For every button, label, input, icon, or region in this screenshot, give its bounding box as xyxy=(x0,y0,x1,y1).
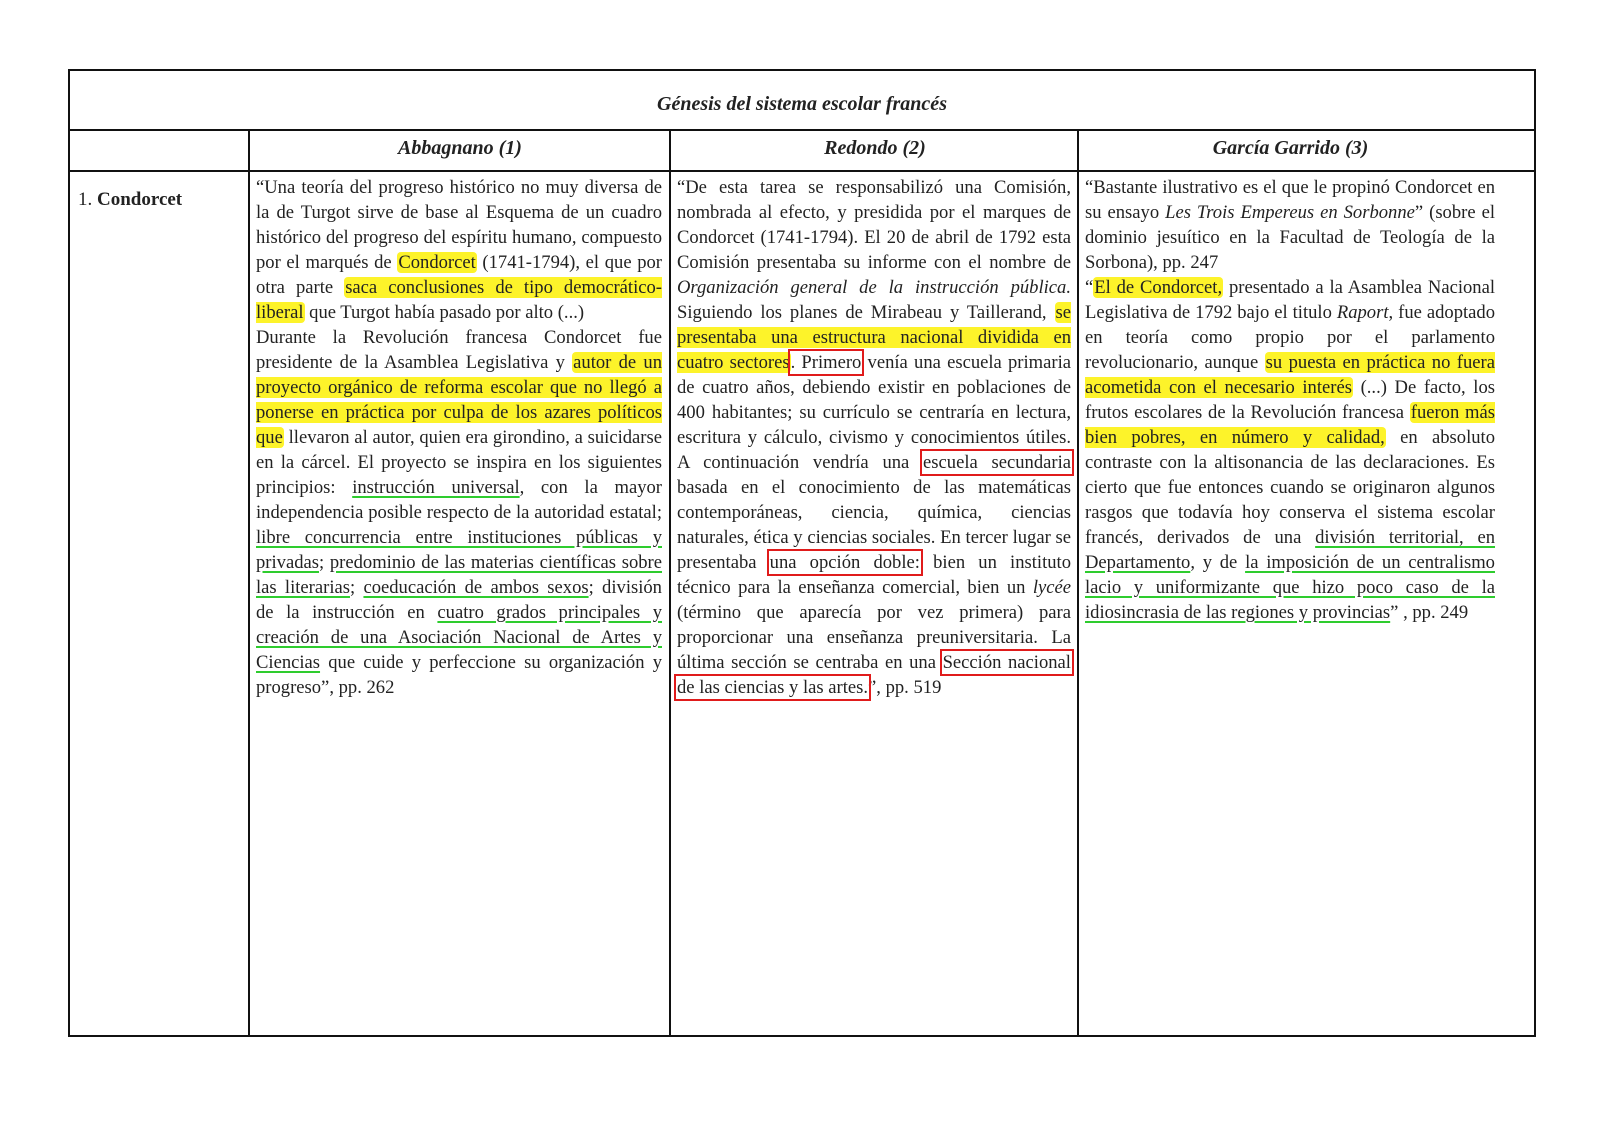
underline: instrucción universal xyxy=(352,477,520,498)
text: basada en el conocimiento de las matemáticas contemporáneas, ciencia, química, ciencias naturales, ética y ciencias sociales. En tercer lugar se presentaba xyxy=(677,477,1071,573)
text: ; xyxy=(319,552,330,573)
highlight: fueron más bien pobres, en número y calidad, xyxy=(1085,402,1495,448)
boxed-text: . Primero xyxy=(790,352,862,373)
underline: división territorial, en Departamento xyxy=(1085,527,1496,573)
boxed-text: Sección nacional de las ciencias y las artes. xyxy=(677,652,1071,698)
header-row xyxy=(70,131,1534,172)
text: ; xyxy=(349,577,364,598)
boxed-text: escuela secundaria xyxy=(923,452,1072,473)
comparison-table xyxy=(68,69,1536,1037)
highlight: El de Condorcet, xyxy=(1094,277,1223,298)
text: , con la mayor independencia posible respecto de la autoridad estatal; xyxy=(256,477,662,523)
underline: cuatro grados principales y creación de una Asociación Nacional de Artes y Ciencias xyxy=(256,602,662,673)
title-row xyxy=(70,71,1534,131)
text: ; división de la instrucción en xyxy=(256,577,662,623)
italic-title: Raport xyxy=(1336,302,1389,323)
underline: predominio de las materias científicas sobre las literarias xyxy=(256,552,662,598)
underline: libre concurrencia entre instituciones públicas y privadas xyxy=(256,527,662,573)
text: “De esta tarea se responsabilizó una Comisión, nombrada al efecto, y presidida por el marques de Condorcet (1741-1794). El 20 de abril de 1792 esta Comisión presentaba su informe con el nombre de xyxy=(677,177,1071,273)
text: bien un instituto técnico para la enseñanza comercial, bien un xyxy=(677,552,1071,598)
text: venía una escuela primaria de cuatro años, debiendo existir en poblaciones de 400 habitantes; su currículo se centraría en lectura, escritura y cálculo, civismo y conocimientos útiles. A continuación vendría una xyxy=(677,352,1071,473)
row-number: 1. xyxy=(78,189,93,210)
text: (...) De facto, los frutos escolares de la Revolución francesa xyxy=(1085,377,1495,423)
text: ” , pp. 249 xyxy=(1390,602,1469,623)
underline: coeducación de ambos sexos xyxy=(363,577,589,598)
highlight: autor de un proyecto orgánico de reforma escolar que no llegó a ponerse en práctica por culpa de los azares políticos que xyxy=(256,352,662,448)
cell-garcia-garrido xyxy=(1085,175,1495,625)
text: (1741-1794), el que por otra parte xyxy=(256,252,663,298)
text: (término que aparecía por vez primera) para proporcionar una enseñanza preuniversitaria. La última sección se centraba en una xyxy=(677,602,1071,673)
text: ” (sobre el dominio jesuítico en la Facultad de Teología de la Sorbona), pp. 247 xyxy=(1085,202,1495,273)
italic-title: Organización general de la instrucción pública. xyxy=(677,277,1071,298)
text: “Bastante ilustrativo es el que le propinó Condorcet en su ensayo xyxy=(1085,177,1495,223)
header-abbagnano: Abbagnano (1) xyxy=(398,137,522,159)
table-title: Génesis del sistema escolar francés xyxy=(657,93,947,115)
highlight: saca conclusiones de tipo democrático-liberal xyxy=(256,277,662,323)
cell-abbagnano xyxy=(256,175,662,700)
italic-title: Les Trois Empereus en Sorbonne xyxy=(1165,202,1415,223)
text: “ xyxy=(1085,277,1094,298)
column-divider xyxy=(248,131,250,1035)
text: presentado a la Asamblea Nacional Legislativa de 1792 bajo el titulo xyxy=(1085,277,1495,323)
boxed-text: una opción doble: xyxy=(769,552,920,573)
italic-term: lycée xyxy=(1032,577,1071,598)
text: ”, pp. 519 xyxy=(868,677,942,698)
text: Siguiendo los planes de Mirabeau y Taillerand, xyxy=(677,302,1055,323)
underline: la imposición de un centralismo lacio y uniformizante que hizo poco caso de la idiosincrasia de las regiones y provincias xyxy=(1085,552,1495,623)
highlight: Condorcet xyxy=(398,252,476,273)
column-divider xyxy=(1077,131,1079,1035)
cell-redondo xyxy=(677,175,1071,700)
header-garcia-garrido: García Garrido (3) xyxy=(1212,137,1369,159)
text: que Turgot había pasado por alto (...) xyxy=(304,302,585,323)
highlight: se presentaba una estructura nacional dividida en cuatro sectores xyxy=(677,302,1071,373)
header-redondo: Redondo (2) xyxy=(824,137,926,159)
row-name: Condorcet xyxy=(97,189,183,210)
highlight: su puesta en práctica no fuera acometida con el necesario interés xyxy=(1085,352,1495,398)
text: en absoluto contraste con la altisonancia de las declaraciones. Es cierto que fue entonces cuando se originaron algunos rasgos que todavía hoy conserva el sistema escolar francés, derivados de una xyxy=(1085,427,1496,548)
text: “Una teoría del progreso histórico no muy diversa de la de Turgot sirve de base al Esquema de un cuadro histórico del progreso del espíritu humano, compuesto por el marqués de xyxy=(256,177,662,273)
text: llevaron al autor, quien era girondino, a suicidarse en la cárcel. El proyecto se inspira en los siguientes principios: xyxy=(256,427,662,498)
row-label xyxy=(78,189,182,211)
text: que cuide y perfeccione su organización y progreso”, pp. 262 xyxy=(256,652,662,698)
column-divider xyxy=(669,131,671,1035)
text: Durante la Revolución francesa Condorcet fue presidente de la Asamblea Legislativa y xyxy=(256,327,662,373)
text: , fue adoptado en teoría como propio por el parlamento revolucionario, aunque xyxy=(1085,302,1495,373)
text: , y de xyxy=(1190,552,1246,573)
